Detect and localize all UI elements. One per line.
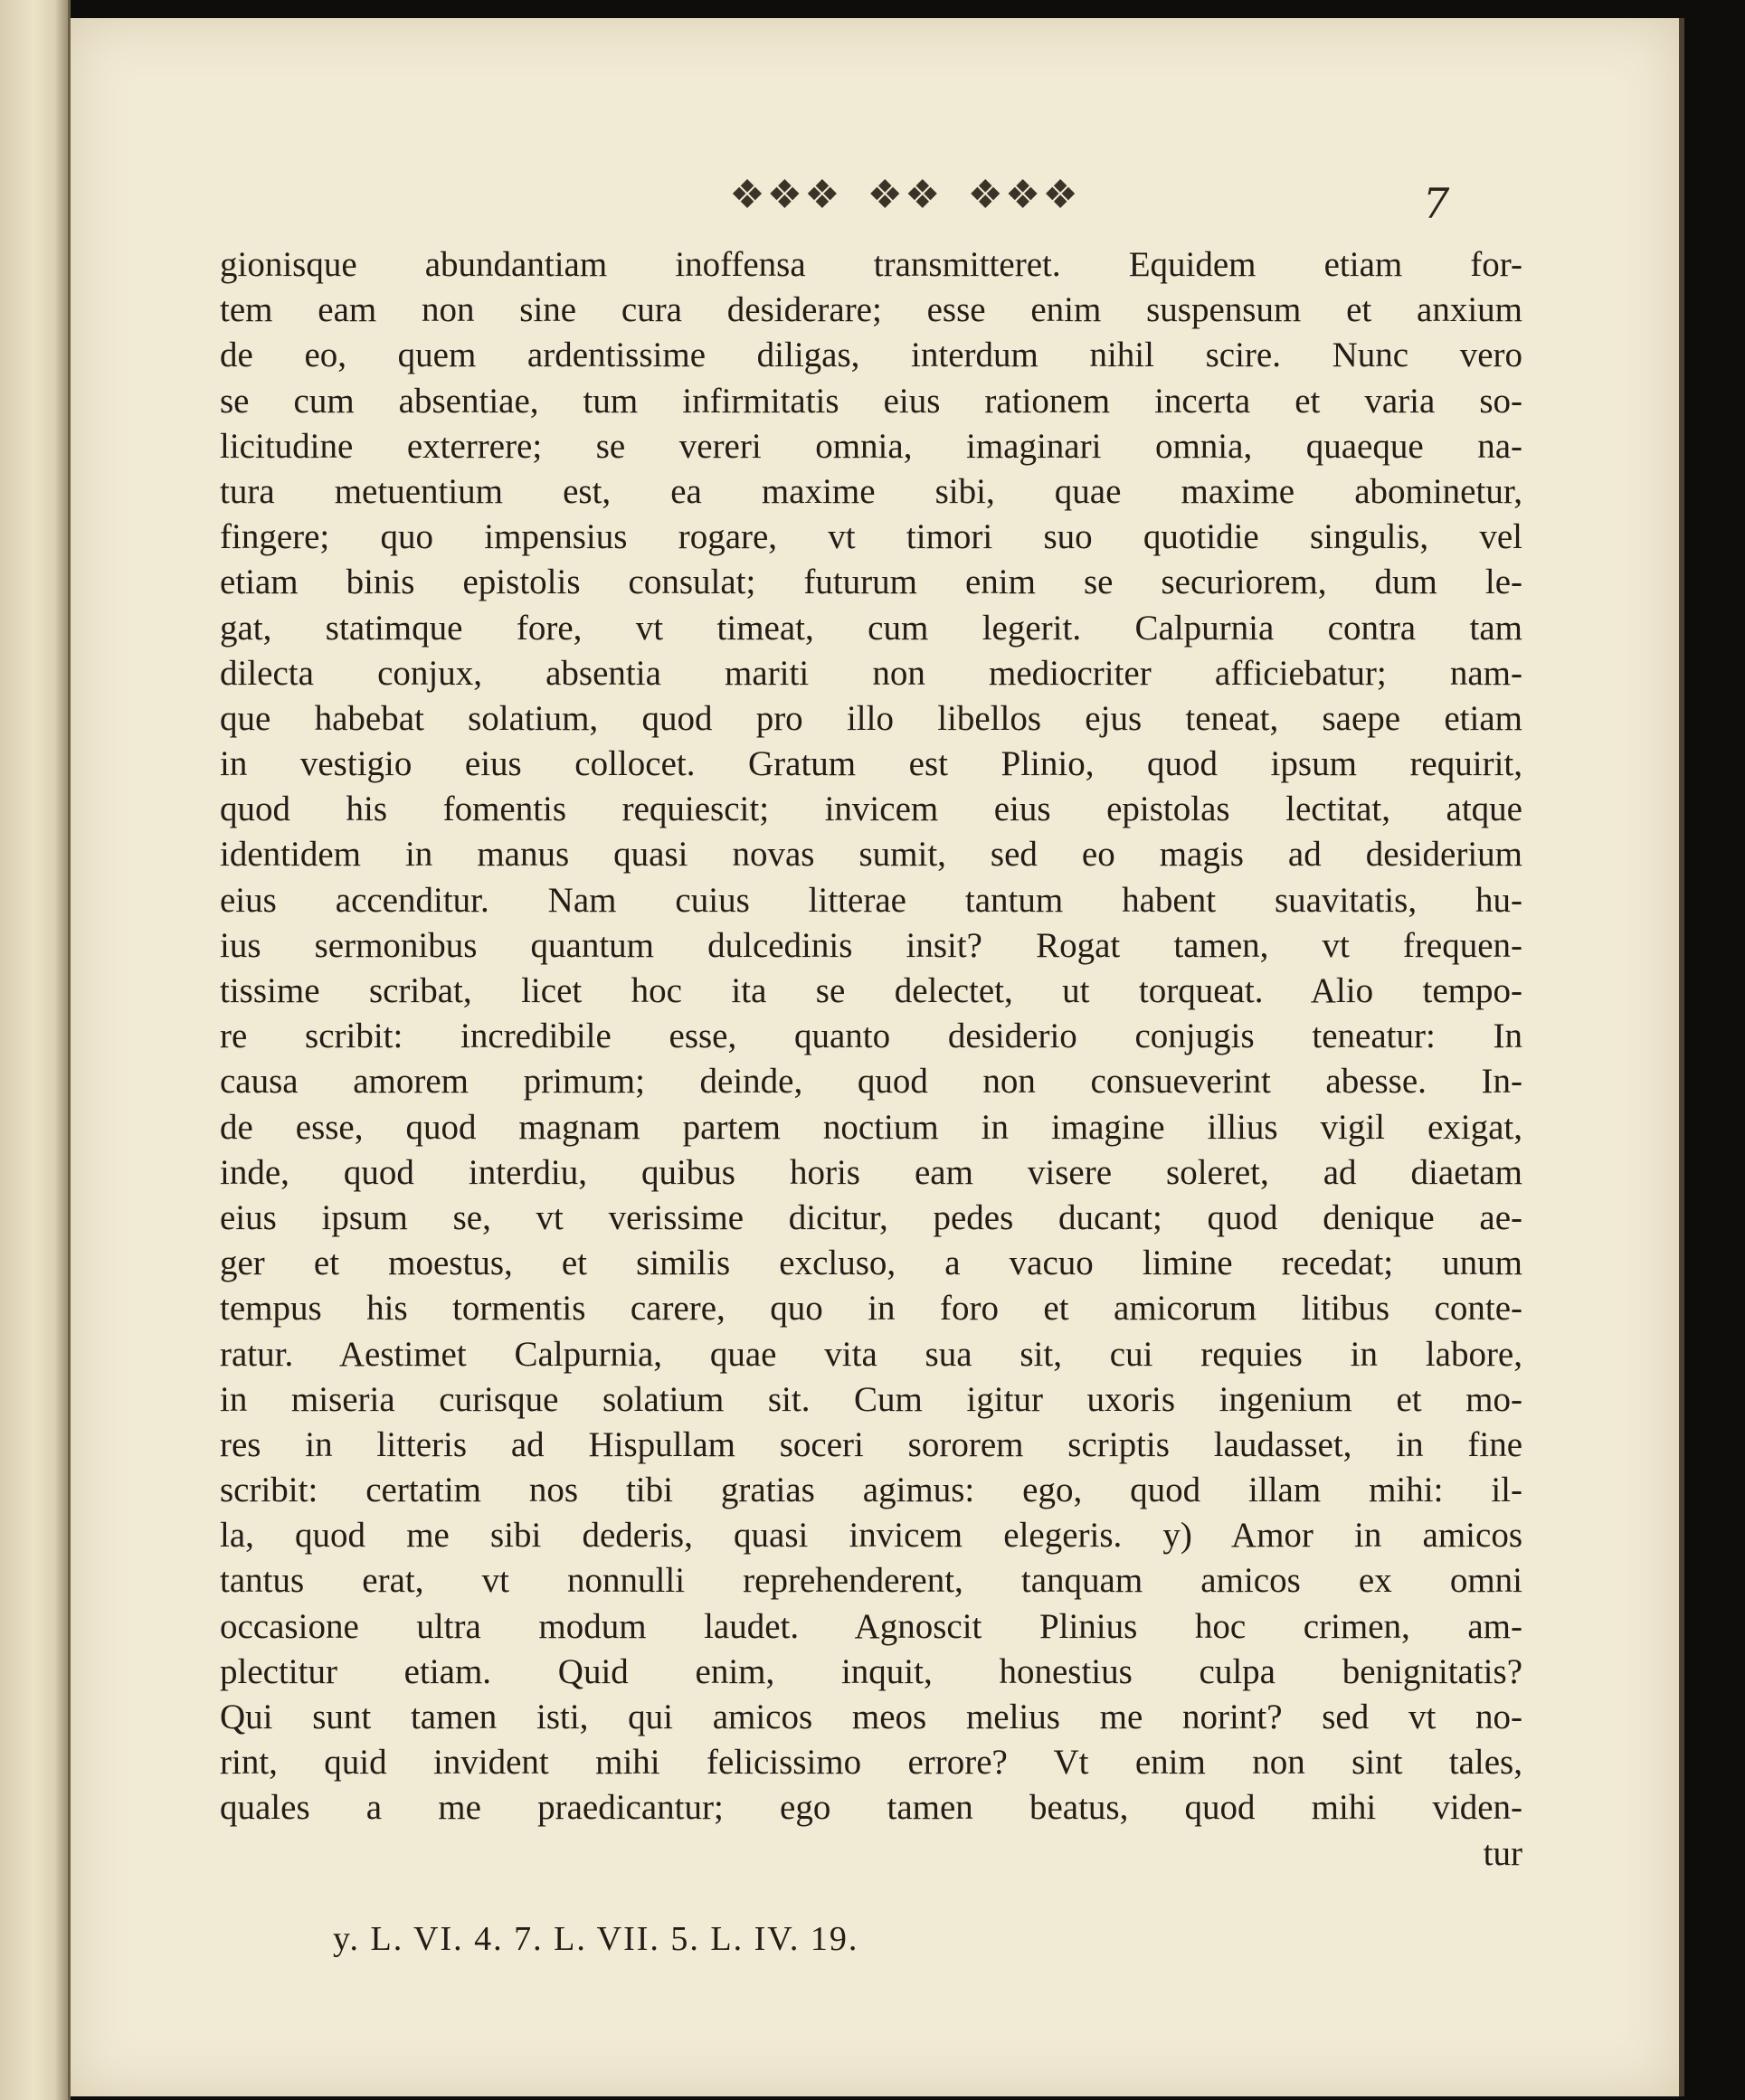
ornament-right: ❖❖❖ — [967, 171, 1080, 218]
text-line: de esse, quod magnam partem noctium in imagine illius vigil exigat, — [220, 1107, 1522, 1147]
text-line: etiam binis epistolis consulat; futurum enim se securiorem, dum le- — [220, 563, 1522, 602]
ornament-header — [669, 167, 1140, 222]
book-page — [71, 18, 1684, 2096]
text-line: ius sermonibus quantum dulcedinis insit? Rogat tamen, vt frequen- — [220, 925, 1522, 965]
text-line: tura metuentium est, ea maxime sibi, quae maxime abominetur, — [220, 471, 1522, 511]
text-line: gat, statimque fore, vt timeat, cum legerit. Calpurnia contra tam — [220, 608, 1522, 648]
ornament-left: ❖❖❖ — [729, 171, 842, 218]
text-line: identidem in manus quasi novas sumit, sed eo magis ad desiderium — [220, 835, 1522, 875]
text-line: tantus erat, vt nonnulli reprehenderent, tanquam amicos ex omni — [220, 1561, 1522, 1601]
text-line: plectitur etiam. Quid enim, inquit, honestius culpa benignitatis? — [220, 1651, 1522, 1691]
body-text — [220, 242, 1522, 1877]
text-line: gionisque abundantiam inoffensa transmitteret. Equidem etiam for- — [220, 245, 1522, 284]
text-line: de eo, quem ardentissime diligas, interdum nihil scire. Nunc vero — [220, 336, 1522, 375]
text-line: licitudine exterrere; se vereri omnia, imaginari omnia, quaeque na- — [220, 426, 1522, 466]
page-number: 7 — [1423, 179, 1450, 228]
text-line: in miseria curisque solatium sit. Cum igitur uxoris ingenium et mo- — [220, 1379, 1522, 1419]
text-line: quod his fomentis requiescit; invicem eius epistolas lectitat, atque — [220, 790, 1522, 829]
text-line: tempus his tormentis carere, quo in foro et amicorum litibus conte- — [220, 1289, 1522, 1329]
text-line: tem eam non sine cura desiderare; esse enim suspensum et anxium — [220, 290, 1522, 330]
text-line: dilecta conjux, absentia mariti non mediocriter afficiebatur; nam- — [220, 653, 1522, 693]
ornament-center: ❖❖ — [867, 171, 943, 218]
text-line: fingere; quo impensius rogare, vt timori suo quotidie singulis, vel — [220, 517, 1522, 557]
text-line: eius ipsum se, vt verissime dicitur, pedes ducant; quod denique ae- — [220, 1197, 1522, 1237]
text-line: causa amorem primum; deinde, quod non consueverint abesse. In- — [220, 1062, 1522, 1102]
text-line: rint, quid invident mihi felicissimo errore? Vt enim non sint tales, — [220, 1743, 1522, 1783]
text-line: tur — [1483, 1833, 1522, 1873]
previous-page-edge — [0, 0, 71, 2100]
text-line: eius accenditur. Nam cuius litterae tantum habent suavitatis, hu- — [220, 880, 1522, 920]
text-line: ratur. Aestimet Calpurnia, quae vita sua sit, cui requies in labore, — [220, 1334, 1522, 1374]
text-line: Qui sunt tamen isti, qui amicos meos melius me norint? sed vt no- — [220, 1698, 1522, 1736]
text-line: re scribit: incredibile esse, quanto desiderio conjugis teneatur: In — [220, 1017, 1522, 1056]
text-line: tissime scribat, licet hoc ita se delectet, ut torqueat. Alio tempo- — [220, 971, 1522, 1010]
text-line: res in litteris ad Hispullam soceri sororem scriptis laudasset, in fine — [220, 1424, 1522, 1464]
text-line: occasione ultra modum laudet. Agnoscit Plinius hoc crimen, am- — [220, 1606, 1522, 1646]
footnote: y. L. VI. 4. 7. L. VII. 5. L. IV. 19. — [333, 1920, 859, 1958]
text-line: se cum absentiae, tum infirmitatis eius rationem incerta et varia so- — [220, 381, 1522, 421]
text-line: inde, quod interdiu, quibus horis eam visere soleret, ad diaetam — [220, 1152, 1522, 1192]
text-line: in vestigio eius collocet. Gratum est Plinio, quod ipsum requirit, — [220, 744, 1522, 784]
text-line: la, quod me sibi dederis, quasi invicem elegeris. y) Amor in amicos — [220, 1516, 1522, 1556]
text-line: scribit: certatim nos tibi gratias agimus: ego, quod illam mihi: il- — [220, 1471, 1522, 1510]
text-line: que habebat solatium, quod pro illo libellos ejus teneat, saepe etiam — [220, 698, 1522, 738]
text-line: ger et moestus, et similis excluso, a vacuo limine recedat; unum — [220, 1244, 1522, 1283]
text-line: quales a me praedicantur; ego tamen beatus, quod mihi viden- — [220, 1788, 1522, 1828]
